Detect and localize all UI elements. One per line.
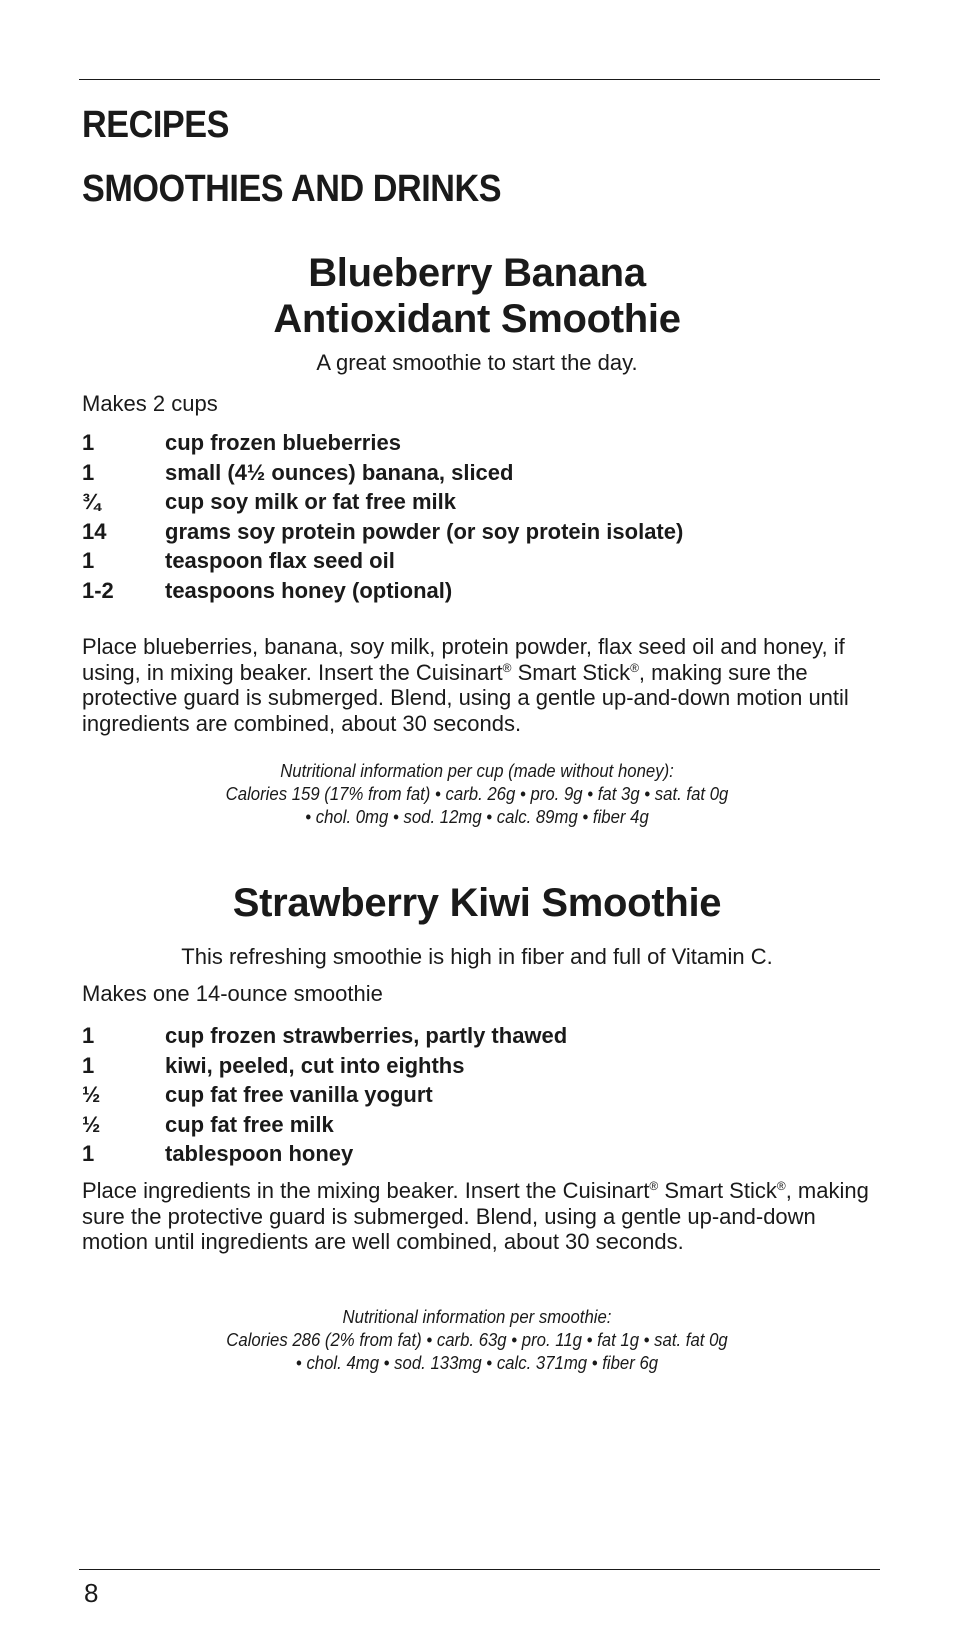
ingredient-qty: 1 — [82, 430, 95, 455]
top-rule — [79, 79, 880, 80]
ingredient-item — [82, 458, 683, 488]
ingredient-text: teaspoon flax seed oil — [165, 548, 395, 573]
recipe-title-line2: Antioxidant Smoothie — [273, 297, 681, 341]
ingredient-item — [82, 1139, 567, 1169]
ingredient-qty: 1-2 — [82, 577, 114, 603]
subsection-title: SMOOTHIES AND DRINKS — [82, 168, 502, 210]
ingredient-item — [82, 1080, 567, 1110]
ingredient-qty: 1 — [82, 548, 95, 573]
recipe-title-line1: Blueberry Banana — [308, 251, 646, 295]
recipe-directions: Place blueberries, banana, soy milk, protein powder, flax seed oil and honey, if using, in mixing beaker. Insert the Cuisinart® Smart Stick®, making sure the protective guard is submerged. Blend, using a gentle up-and-down motion until ingredients are combined, about 30 seconds. — [82, 634, 849, 736]
ingredient-qty: 14 — [82, 518, 107, 544]
ingredient-text: kiwi, peeled, cut into eighths — [165, 1052, 465, 1078]
nutrition-line: Nutritional information per cup (made without honey): — [280, 761, 674, 781]
ingredient-qty: ¾ — [82, 489, 101, 514]
registered-mark: ® — [776, 1179, 786, 1193]
nutrition-info — [0, 1306, 954, 1375]
nutrition-line: • chol. 4mg • sod. 133mg • calc. 371mg • fiber 6g — [295, 1353, 659, 1373]
recipe-title-blueberry — [0, 250, 954, 342]
recipe-yield: Makes 2 cups — [82, 391, 218, 416]
registered-mark: ® — [630, 660, 639, 675]
ingredient-item — [82, 487, 683, 517]
registered-mark: ® — [649, 1179, 659, 1193]
ingredient-text: grams soy protein powder (or soy protein isolate) — [165, 518, 684, 544]
ingredient-text: teaspoons honey (optional) — [165, 577, 453, 603]
ingredient-item — [82, 576, 683, 606]
recipe-intro: A great smoothie to start the day. — [316, 350, 638, 375]
ingredient-list — [82, 1021, 567, 1169]
recipe-yield: Makes one 14-ounce smoothie — [82, 981, 383, 1006]
nutrition-line: Calories 159 (17% from fat) • carb. 26g • pro. 9g • fat 3g • sat. fat 0g — [225, 784, 729, 804]
ingredient-text: cup frozen strawberries, partly thawed — [165, 1023, 568, 1048]
recipe-directions: Place ingredients in the mixing beaker. Insert the Cuisinart® Smart Stick®, making sure the protective guard is submerged. Blend, using a gentle up-and-down motion until ingredients are well combined, about 30 seconds. — [82, 1178, 869, 1254]
ingredient-item — [82, 1110, 567, 1140]
nutrition-info — [0, 760, 954, 829]
ingredient-text: cup frozen blueberries — [165, 430, 401, 455]
recipe-intro: This refreshing smoothie is high in fiber and full of Vitamin C. — [181, 944, 773, 969]
ingredient-item — [82, 546, 683, 576]
registered-mark: ® — [502, 660, 512, 675]
ingredient-text: tablespoon honey — [165, 1141, 354, 1166]
section-title: RECIPES — [82, 104, 229, 146]
page-number: 8 — [84, 1578, 99, 1608]
ingredient-text: cup fat free milk — [165, 1111, 334, 1137]
ingredient-qty: ½ — [82, 1082, 101, 1107]
ingredient-item — [82, 517, 683, 547]
ingredient-text: cup soy milk or fat free milk — [165, 489, 456, 514]
ingredient-qty: 1 — [82, 1023, 95, 1048]
ingredient-qty: ½ — [82, 1111, 101, 1137]
recipe-title-strawberry: Strawberry Kiwi Smoothie — [232, 881, 722, 925]
ingredient-qty: 1 — [82, 459, 95, 485]
nutrition-line: • chol. 0mg • sod. 12mg • calc. 89mg • fiber 4g — [305, 807, 649, 827]
ingredient-item — [82, 1051, 567, 1081]
ingredient-list — [82, 428, 683, 605]
bottom-rule — [79, 1569, 880, 1570]
nutrition-line: Calories 286 (2% from fat) • carb. 63g • pro. 11g • fat 1g • sat. fat 0g — [226, 1330, 728, 1350]
ingredient-qty: 1 — [82, 1052, 95, 1078]
ingredient-text: cup fat free vanilla yogurt — [165, 1082, 433, 1107]
ingredient-qty: 1 — [82, 1141, 95, 1166]
ingredient-item — [82, 1021, 567, 1051]
nutrition-line: Nutritional information per smoothie: — [342, 1307, 612, 1327]
ingredient-text: small (4½ ounces) banana, sliced — [165, 459, 514, 485]
ingredient-item — [82, 428, 683, 458]
